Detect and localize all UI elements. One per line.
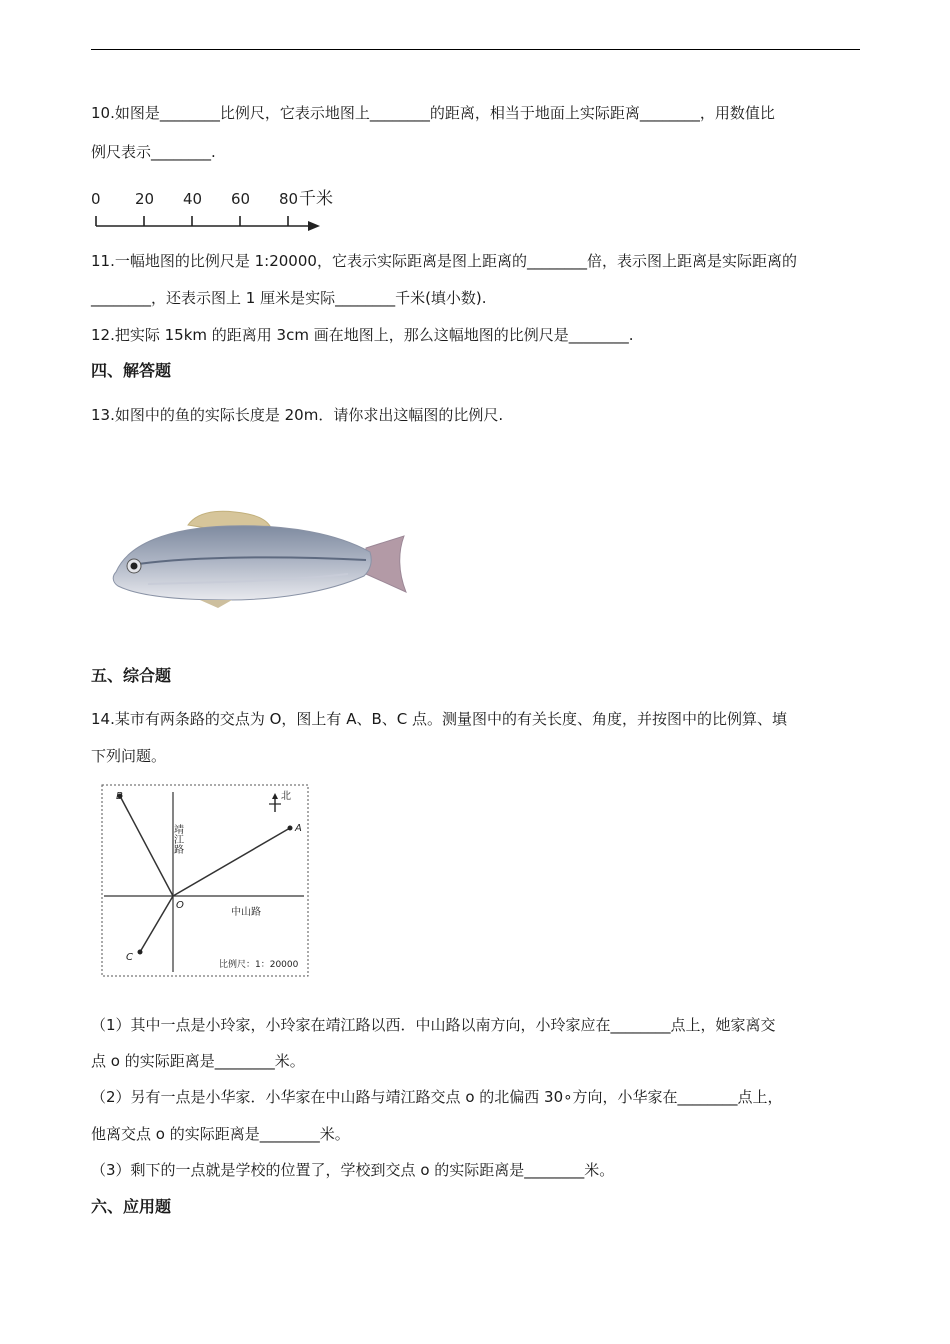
question-12: 12.把实际 15km 的距离用 3cm 画在地图上，那么这幅地图的比例尺是________. (91, 326, 634, 344)
question-14-2-line-1: （2）另有一点是小华家．小华家在中山路与靖江路交点 o 的北偏西 30∘方向，小华家在________点上， (91, 1088, 783, 1106)
question-14-3: （3）剩下的一点就是学校的位置了，学校到交点 o 的实际距离是________米。 (91, 1161, 615, 1179)
scale-tick-label: 0 (91, 190, 101, 208)
question-14-1-line-2: 点 o 的实际距离是________米。 (91, 1052, 305, 1070)
question-14-line-1: 14.某市有两条路的交点为 O，图上有 A、B、C 点。测量图中的有关长度、角度，并按图中的比例算、填 (91, 710, 787, 728)
question-14-line-2: 下列问题。 (91, 747, 167, 765)
section-4-heading: 四、解答题 (91, 361, 172, 380)
label-c: C (126, 952, 133, 963)
scale-tick-label: 80 (279, 190, 299, 208)
label-a: A (295, 823, 302, 834)
point-c (138, 950, 143, 955)
scale-bar-figure (88, 185, 333, 235)
road-label-jingjiang: 靖江路 (171, 824, 183, 854)
question-10-line-2: 例尺表示________. (91, 143, 216, 161)
segment-oc (140, 896, 173, 952)
north-label: 北 (281, 791, 291, 802)
fish-image (108, 500, 413, 615)
map-scale-label: 比例尺：1：20000 (219, 960, 299, 970)
segment-oa (173, 828, 290, 896)
segment-ob (120, 796, 173, 896)
scale-tick-label: 60 (231, 190, 251, 208)
question-13: 13.如图中的鱼的实际长度是 20m．请你求出这幅图的比例尺. (91, 406, 504, 424)
road-map-figure (98, 782, 313, 980)
label-o: O (176, 900, 184, 911)
scale-unit-label: 千米 (299, 189, 333, 209)
question-11-line-2: ________，还表示图上 1 厘米是实际________千米(填小数). (91, 289, 487, 307)
question-14-2-line-2: 他离交点 o 的实际距离是________米。 (91, 1125, 350, 1143)
scale-tick-label: 40 (183, 190, 203, 208)
scale-bar-arrow (308, 221, 320, 231)
header-rule (91, 49, 860, 50)
question-11-line-1: 11.一幅地图的比例尺是 1:20000，它表示实际距离是图上距离的________倍，表示图上距离是实际距离的 (91, 252, 797, 270)
section-5-heading: 五、综合题 (91, 666, 172, 685)
section-6-heading: 六、应用题 (91, 1197, 172, 1216)
question-14-1-line-1: （1）其中一点是小玲家，小玲家在靖江路以西．中山路以南方向，小玲家应在________点上，她家离交 (91, 1016, 776, 1034)
question-10-line-1: 10.如图是________比例尺，它表示地图上________的距离，相当于地面上实际距离________，用数值比 (91, 104, 775, 122)
road-label-zhongshan: 中山路 (231, 907, 261, 918)
scale-tick-label: 20 (135, 190, 155, 208)
label-b: B (116, 791, 123, 802)
point-a (288, 826, 293, 831)
